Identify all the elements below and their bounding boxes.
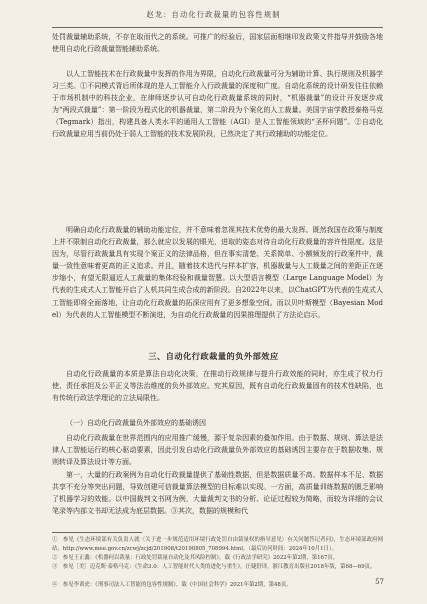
body-paragraph: 明确自动化行政裁量的辅助功能定位，并不意味着忽视其技术优势的最大发挥。既然我国在政策与制度上并不限制自动化行政裁量，那么就应以发展的眼光，进取的姿态对待自动化行政裁量的容许性限度。这是因为，尽管行政裁量具有实现个案正义的法律品格，但在事实清楚、关系简单、小额频发的行政案件中，裁量一致性意味着更高的正义追求。并且，随着技术迭代与样本扩容，机器裁量与人工裁量之间的差距正在逐步缩小，有望无限逼近人工裁量的集体经验和裁量智慧。以大型语言模型（Large Language Model）为代表的生成式人工智能开启了人机共同生成合成的新阶段。自2022年以来，以ChatGPT为代表的生成式人工智能即将全面落地，让自动化行政裁量的拓深应用有了更多想象空间。而以贝叶斯模型（Bayesian Model）为代表的人工智能模型不断演进，为自动化行政裁量的因果推理提供了方法论启示。 — [52, 226, 383, 319]
body-paragraph: 自动化行政裁量的本质是算法自动化决策，在推动行政规律与提升行政效能的同时，亦生成了权力行使、责任承担及公平正义等法治维度的负外部效应。究其原因，既有自动化行政裁量固有的技术性缺陷，也有传统行政法学理论的立法局限性。 — [52, 370, 383, 403]
body-paragraph: 以人工智能技术在行政裁量中发挥的作用为界限，自动化行政裁量可分为辅助计算、执行规则及机器学习三类。①不同模式背后所体现的是人工智能介入行政裁量的深度和广度。自动化系统的设计研发往往依赖于市场机制中的科技企业，在律师逐步认可自动化行政裁量系统的同时，“机器裁量”的设计开发逐步成为“两段式裁量”：第一阶段为程式化的机器裁量，第二阶段为个案化的人工裁量。美国宇宙学教授泰格马克（Tegmark）指出，构建具备人类水平的通用人工智能（AGI）是人工智能领域的“圣杯问题”。②自动化行政裁量应用当前仍处于弱人工智能的技术发展阶段，已然决定了其行政辅助的功能定位。 — [52, 70, 383, 139]
body-paragraph: 第一，大量的行政案例为自动化行政裁量提供了基础性数据，但是数据质量不高、数据样本不足、数据共享不充分等突出问题，导致创建可信裁量算法模型的目标难以实现。一方面，高质量训练数据的匮乏影响了机器学习的效能。以中国裁判文书网为例，大量裁判文书的分析、论证过程较为简略，而较为详细的会议笔录等内部文书却无法成为底层数据。③其次，数据的规模和代 — [52, 471, 383, 516]
footnote-rule — [52, 532, 142, 533]
footnote: ① 参见《生态环境部有关负责人就〈关于进一步规范适用环境行政处罚自由裁量权的指导意见〉有关问题答记者问》，生态环境部政府网站，http://www.mee.gov.cn/zcwj/zcjd/201908/t20190805_708994.html，（最后访问时间：2024年10月1日）。 — [52, 537, 383, 552]
body-paragraph: 处罚裁量辅助系统，不存在取而代之的系统。可推广的经验后，国家层面相继印发政策文件指导并鼓励各地使用自动化行政裁量智能辅助系统。 — [52, 33, 383, 54]
section-heading: 三、自动化行政裁量的负外部效应 — [148, 351, 279, 361]
subsection-heading: （一）自动化行政裁量负外部效应的基础诱因 — [66, 419, 206, 427]
header-rule — [52, 27, 383, 28]
running-head: 赵龙：自动化行政裁量的包容性规制 — [146, 10, 281, 19]
footnote: ③ 参见［美］迈克斯·泰格马克：《生命3.0：人工智能时代人类的进化与重生》，汪婕舒译，浙江教育出版社2018年版，第68—69页。 — [52, 564, 376, 570]
footnote: ④ 参见李训虎：《刑事司法人工智能的包容性规制》，载《中国社会科学》2021年第2期，第48页。 — [52, 582, 292, 588]
footnote: ② 参见王正鑫：《机器何以裁量：行政处罚裁量自动化及其风险控制》，载《行政法学研究》2022年第2期，第167页。 — [52, 555, 339, 561]
page-number: 57 — [375, 578, 384, 586]
body-paragraph: 自动化行政裁量在世界范围内的应用推广缓慢，源于复杂因素的叠加作用。由于数据、规则、算法是法律人工智能运行的核心驱动要素，因此引发自动化行政裁量负外部效应的基础诱因主要存在于数据收集、规则转译及算法设计等方面。 — [52, 434, 383, 467]
